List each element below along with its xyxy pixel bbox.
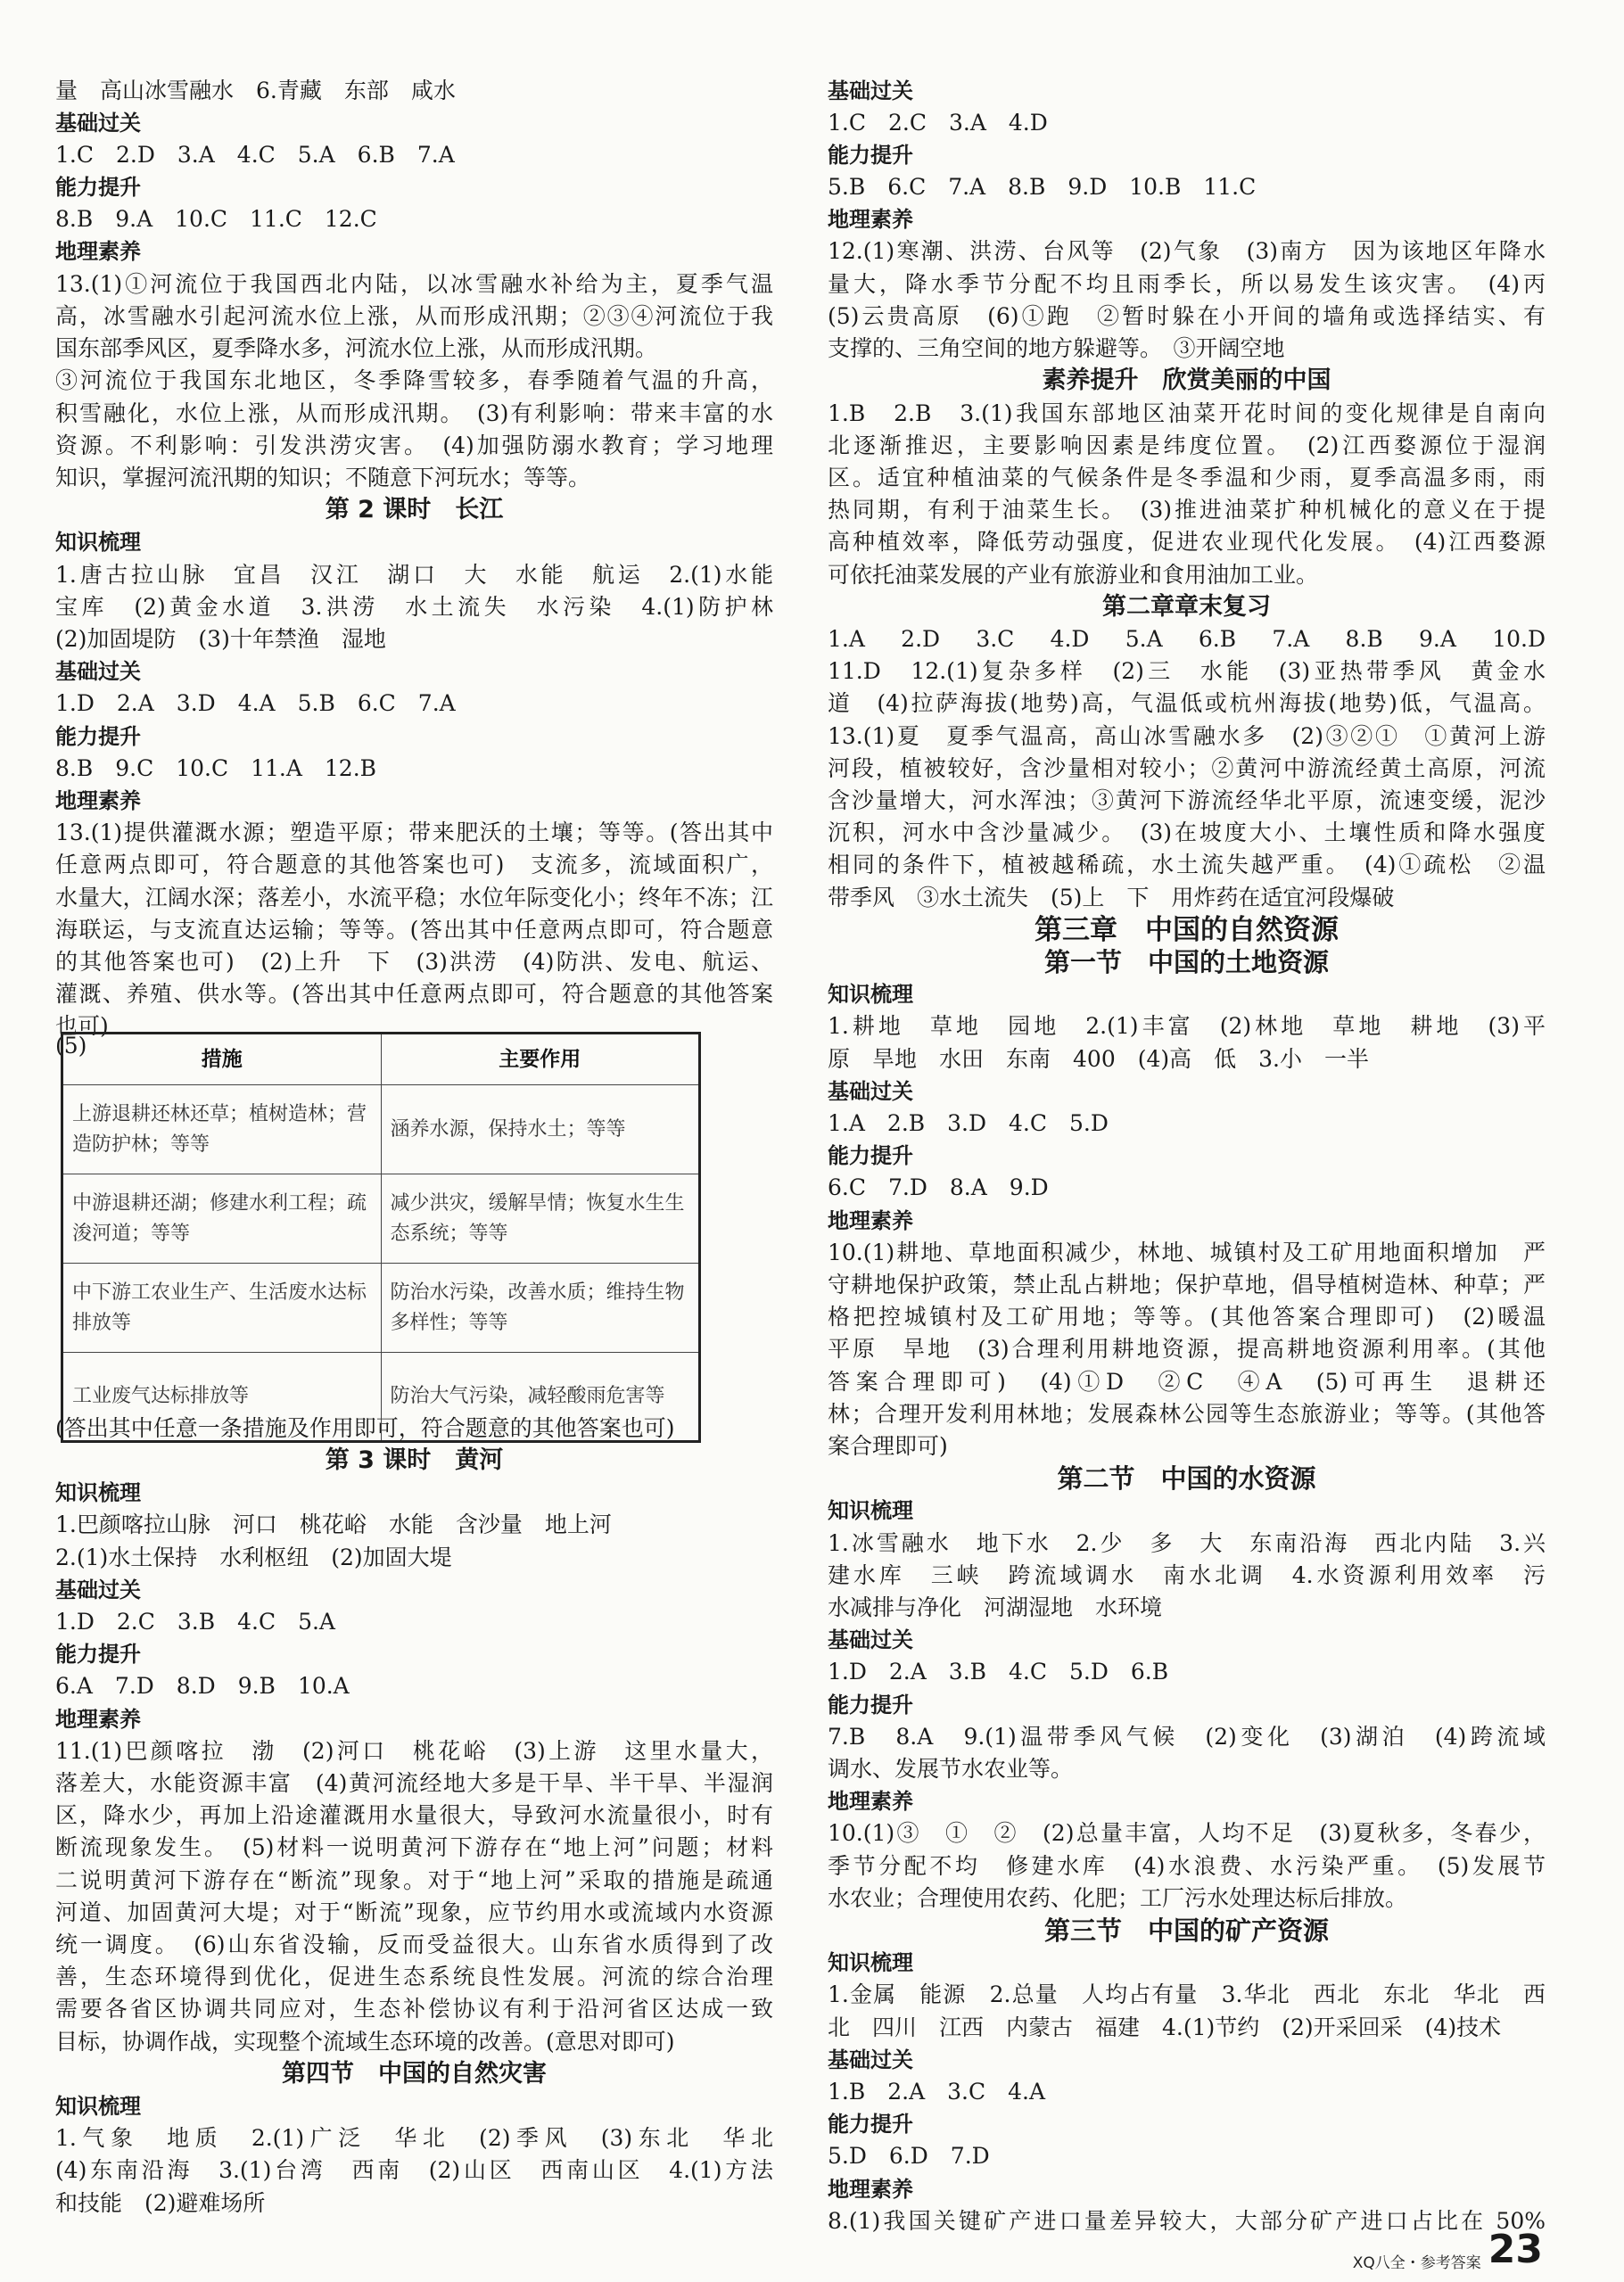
- text-line: 11.(1)巴颜喀拉 渤 (2)河口 桃花峪 (3)上游 这里水量大，: [55, 1738, 773, 1764]
- table-row: [62, 1264, 700, 1353]
- table-cell: 中游退耕还湖；修建水利工程；疏浚河道；等等: [62, 1174, 382, 1264]
- text-line: 含沙量增大，河水浑浊；③黄河下游流经华北平原，流速变缓，泥沙: [828, 787, 1546, 813]
- text-line: 8.B 9.A 10.C 11.C 12.C: [55, 206, 377, 232]
- text-line: 守耕地保护政策，禁止乱占耕地；保护草地，倡导植树造林、种草；严: [828, 1272, 1546, 1298]
- text-line: 1.冰雪融水 地下水 2.少 多 大 东南沿海 西北内陆 3.兴: [828, 1530, 1546, 1556]
- section-heading: 知识梳理: [55, 530, 141, 555]
- table-cell: 涵养水源，保持水土；等等: [381, 1085, 700, 1174]
- text-line: 知识，掌握河流汛期的知识；不随意下河玩水；等等。: [55, 465, 591, 490]
- text-line: 量 高山冰雪融水 6.青藏 东部 咸水: [55, 78, 456, 103]
- section-heading: 知识梳理: [55, 1480, 141, 1505]
- text-line: 季节分配不均 修建水库 (4)水浪费、水污染严重。 (5)发展节: [828, 1853, 1546, 1879]
- text-line: 任意两点即可，符合题意的其他答案也可) 支流多，流域面积广，: [55, 852, 773, 877]
- text-line: 原 旱地 水田 东南 400 (4)高 低 3.小 一半: [828, 1046, 1369, 1072]
- text-line: ③河流位于我国东北地区，冬季降雪较多，春季随着气温的升高，: [55, 367, 773, 393]
- table-header-measure: 措施: [62, 1034, 382, 1085]
- section-heading: 地理素养: [55, 788, 141, 813]
- text-line: 1.C 2.D 3.A 4.C 5.A 6.B 7.A: [55, 142, 455, 168]
- text-line: 带季风 ③水土流失 (5)上 下 用炸药在适宜河段爆破: [828, 885, 1395, 910]
- text-line: 1.巴颜喀拉山脉 河口 桃花峪 水能 含沙量 地上河: [55, 1512, 612, 1537]
- page-footer: [1257, 2228, 1543, 2272]
- text-line: (5)云贵高原 (6)①跑 ②暂时躲在小开间的墙角或选择结实、有: [828, 303, 1546, 329]
- text-line: 答案合理即可) (4)①D ②C ④A (5)可再生 退耕还: [828, 1369, 1546, 1395]
- section-heading: 基础过关: [828, 1079, 913, 1104]
- text-line: 5.D 6.D 7.D: [828, 2143, 990, 2169]
- section-heading: 能力提升: [828, 1693, 913, 1718]
- text-line: (5): [55, 1033, 87, 1059]
- footer-label: XQ八全・参考答案: [1352, 2254, 1481, 2272]
- text-line: 积雪融化，水位上涨，从而形成汛期。 (3)有利影响：带来丰富的水: [55, 400, 773, 426]
- text-line: 水量大，江阔水深；落差小，水流平稳；水位年际变化小；终年不冻；江: [55, 885, 773, 910]
- text-line: 热同期，有利于油菜生长。 (3)推进油菜扩种机械化的意义在于提: [828, 497, 1546, 523]
- text-line: 1.C 2.C 3.A 4.D: [828, 110, 1048, 136]
- text-line: 格把控城镇村及工矿用地；等等。(其他答案合理即可) (2)暖温: [828, 1304, 1546, 1330]
- section-heading: 基础过关: [55, 659, 141, 684]
- section-heading: 地理素养: [828, 2177, 913, 2202]
- table-cell: 工业废气达标排放等: [62, 1353, 382, 1442]
- table-header-row: [62, 1034, 700, 1085]
- text-line: 善，生态环境得到优化，促进生态系统良性发展。河流的综合治理: [55, 1964, 773, 1990]
- text-line: (2)加固堤防 (3)十年禁渔 湿地: [55, 626, 386, 652]
- text-line: 可依托油菜发展的产业有旅游业和食用油加工业。: [828, 562, 1319, 588]
- text-line: 1.D 2.C 3.B 4.C 5.A: [55, 1609, 335, 1635]
- measures-table: [61, 1032, 701, 1443]
- text-line: 1.唐古拉山脉 宜昌 汉江 湖口 大 水能 航运 2.(1)水能: [55, 562, 773, 588]
- section-heading: 地理素养: [828, 1208, 913, 1233]
- section-heading: 基础过关: [828, 78, 913, 103]
- text-line: 北逐渐推迟，主要影响因素是纬度位置。 (2)江西婺源位于湿润: [828, 433, 1546, 458]
- text-line: 道 (4)拉萨海拔(地势)高，气温低或杭州海拔(地势)低，气温高。: [828, 690, 1546, 716]
- text-line: 和技能 (2)避难场所: [55, 2190, 266, 2216]
- section-heading: 地理素养: [55, 239, 141, 264]
- text-line: 1.D 2.A 3.D 4.A 5.B 6.C 7.A: [55, 690, 456, 716]
- lesson-title: 第三节 中国的矿产资源: [1043, 1915, 1329, 1946]
- text-line: 河道、加固黄河大堤；对于“断流”现象，应节约用水或流域内水资源: [55, 1899, 773, 1925]
- text-line: 沉积，河水中含沙量减少。 (3)在坡度大小、土壤性质和降水强度: [828, 820, 1546, 845]
- lesson-title: 第一节 中国的土地资源: [1043, 947, 1329, 977]
- text-line: 6.C 7.D 8.A 9.D: [828, 1174, 1049, 1200]
- lesson-title: 第四节 中国的自然灾害: [282, 2060, 547, 2088]
- text-line: (4)东南沿海 3.(1)台湾 西南 (2)山区 西南山区 4.(1)方法: [55, 2157, 773, 2183]
- text-line: 12.(1)寒潮、洪涝、台风等 (2)气象 (3)南方 因为该地区年降水: [828, 238, 1546, 264]
- text-line: 落差大，水能资源丰富 (4)黄河流经地大多是干旱、半干旱、半湿润: [55, 1770, 773, 1796]
- table-row: [62, 1353, 700, 1442]
- text-line: 8.B 9.C 10.C 11.A 12.B: [55, 755, 377, 781]
- text-line: 河段，植被较好，含沙量相对较小；②黄河中游流经黄土高原，河流: [828, 755, 1546, 781]
- section-heading: 知识梳理: [828, 1950, 913, 1975]
- text-line: 案合理即可): [828, 1433, 948, 1459]
- text-line: 高，冰雪融水引起河流水位上涨，从而形成汛期；②③④河流位于我: [55, 303, 773, 329]
- section-heading: 能力提升: [55, 175, 141, 200]
- text-line: 建水库 三峡 跨流域调水 南水北调 4.水资源利用效率 污: [828, 1562, 1546, 1588]
- section-heading: 基础过关: [55, 1578, 141, 1602]
- text-line: (答出其中任意一条措施及作用即可，符合题意的其他答案也可): [55, 1415, 675, 1441]
- text-line: 水农业；合理使用农药、化肥；工厂污水处理达标后排放。: [828, 1885, 1408, 1911]
- text-line: 区。适宜种植油菜的气候条件是冬季温和少雨，夏季高温多雨，雨: [828, 465, 1546, 490]
- section-heading: 基础过关: [55, 111, 141, 136]
- text-line: 量大，降水季节分配不均且雨季长，所以易发生该灾害。 (4)丙: [828, 271, 1546, 297]
- lesson-title: 第二节 中国的水资源: [1057, 1463, 1316, 1494]
- section-heading: 地理素养: [828, 207, 913, 232]
- text-line: 2.(1)水土保持 水利枢纽 (2)加固大堤: [55, 1545, 452, 1570]
- section-heading: 地理素养: [828, 1789, 913, 1814]
- text-line: 资源。不利影响：引发洪涝灾害。 (4)加强防溺水教育；学习地理: [55, 433, 773, 458]
- text-line: 林；合理开发利用林地；发展森林公园等生态旅游业；等等。(其他答: [828, 1401, 1546, 1427]
- text-line: 6.A 7.D 8.D 9.B 10.A: [55, 1673, 350, 1699]
- text-line: 1.A 2.B 3.D 4.C 5.D: [828, 1110, 1109, 1136]
- text-line: 二说明黄河下游存在“断流”现象。对于“地上河”采取的措施是疏通: [55, 1867, 773, 1893]
- text-line: 的其他答案也可) (2)上升 下 (3)洪涝 (4)防洪、发电、航运、: [55, 949, 773, 975]
- table-cell: 上游退耕还林还草；植树造林；营造防护林；等等: [62, 1085, 382, 1174]
- lesson-title: 第三章 中国的自然资源: [1035, 914, 1339, 946]
- text-line: 13.(1)提供灌溉水源；塑造平原；带来肥沃的土壤；等等。(答出其中: [55, 820, 773, 845]
- text-line: 5.B 6.C 7.A 8.B 9.D 10.B 11.C: [828, 174, 1257, 200]
- section-heading: 能力提升: [828, 143, 913, 168]
- table-cell: 减少洪灾，缓解旱情；恢复水生生态系统；等等: [381, 1174, 700, 1264]
- page-number: 23: [1488, 2227, 1543, 2272]
- text-line: 13.(1)①河流位于我国西北内陆，以冰雪融水补给为主，夏季气温: [55, 271, 773, 297]
- text-line: 平原 旱地 (3)合理利用耕地资源，提高耕地资源利用率。(其他: [828, 1336, 1546, 1362]
- section-heading: 能力提升: [55, 1642, 141, 1667]
- table-header-effect: 主要作用: [381, 1034, 700, 1085]
- lesson-title: 素养提升 欣赏美丽的中国: [1042, 367, 1331, 394]
- text-line: 需要各省区协调共同应对，生态补偿协议有利于沿河省区达成一致: [55, 1996, 773, 2022]
- text-line: 1.耕地 草地 园地 2.(1)丰富 (2)林地 草地 耕地 (3)平: [828, 1013, 1546, 1039]
- text-line: 断流现象发生。 (5)材料一说明黄河下游存在“地上河”问题；材料: [55, 1834, 773, 1860]
- text-line: 8.(1)我国关键矿产进口量差异较大，大部分矿产进口占比在 50%: [828, 2208, 1546, 2234]
- text-line: 7.B 8.A 9.(1)温带季风气候 (2)变化 (3)湖泊 (4)跨流域: [828, 1724, 1546, 1750]
- text-line: 1.B 2.A 3.C 4.A: [828, 2079, 1046, 2105]
- table-cell: 中下游工农业生产、生活废水达标排放等: [62, 1264, 382, 1353]
- text-line: 高种植效率，降低劳动强度，促进农业现代化发展。 (4)江西婺源: [828, 529, 1546, 555]
- section-heading: 知识梳理: [55, 2094, 141, 2119]
- text-line: 宝库 (2)黄金水道 3.洪涝 水土流失 水污染 4.(1)防护林: [55, 594, 773, 620]
- table-cell: 防治水污染，改善水质；维持生物多样性；等等: [381, 1264, 700, 1353]
- text-line: 1.气象 地质 2.(1)广泛 华北 (2)季风 (3)东北 华北: [55, 2125, 773, 2151]
- text-line: 目标，协调作战，实现整个流域生态环境的改善。(意思对即可): [55, 2029, 675, 2055]
- text-line: 10.(1)耕地、草地面积减少，林地、城镇村及工矿用地面积增加 严: [828, 1240, 1546, 1265]
- lesson-title: 第 2 课时 长江: [325, 496, 504, 523]
- text-line: 区，降水少，再加上沿途灌溉用水量很大，导致河水流量很小，时有: [55, 1802, 773, 1828]
- section-heading: 能力提升: [55, 724, 141, 749]
- text-line: 支撑的、三角空间的地方躲避等。 ③开阔空地: [828, 335, 1285, 361]
- text-line: 调水、发展节水农业等。: [828, 1756, 1074, 1782]
- text-line: 水减排与净化 河湖湿地 水环境: [828, 1594, 1163, 1620]
- table-row: [62, 1174, 700, 1264]
- text-line: 13.(1)夏 夏季气温高，高山冰雪融水多 (2)③②① ①黄河上游: [828, 723, 1546, 749]
- text-line: 1.D 2.A 3.B 4.C 5.D 6.B: [828, 1659, 1169, 1685]
- section-heading: 知识梳理: [828, 982, 913, 1007]
- section-heading: 知识梳理: [828, 1498, 913, 1523]
- table-row: [62, 1085, 700, 1174]
- text-line: 10.(1)③ ① ② (2)总量丰富，人均不足 (3)夏秋多，冬春少，: [828, 1820, 1546, 1846]
- section-heading: 能力提升: [828, 2112, 913, 2137]
- section-heading: 地理素养: [55, 1707, 141, 1732]
- text-line: 国东部季风区，夏季降水多，河流水位上涨，从而形成汛期。: [55, 335, 658, 361]
- section-heading: 基础过关: [828, 1627, 913, 1652]
- text-line: 也可): [55, 1013, 109, 1039]
- text-line: 1.A 2.D 3.C 4.D 5.A 6.B 7.A 8.B 9.A 10.D: [828, 626, 1546, 652]
- lesson-title: 第 3 课时 黄河: [325, 1446, 504, 1474]
- text-line: 相同的条件下，植被越稀疏，水土流失越严重。 (4)①疏松 ②温: [828, 852, 1546, 877]
- table-cell: 防治大气污染，减轻酸雨危害等: [381, 1353, 700, 1442]
- section-heading: 基础过关: [828, 2047, 913, 2072]
- section-heading: 能力提升: [828, 1143, 913, 1168]
- text-line: 北 四川 江西 内蒙古 福建 4.(1)节约 (2)开采回采 (4)技术: [828, 2014, 1502, 2040]
- lesson-title: 第二章章末复习: [1102, 593, 1271, 621]
- text-line: 统一调度。 (6)山东省没输，反而受益很大。山东省水质得到了改: [55, 1932, 773, 1957]
- text-line: 1.金属 能源 2.总量 人均占有量 3.华北 西北 东北 华北 西: [828, 1981, 1546, 2007]
- text-line: 海联运，与支流直达运输；等等。(答出其中任意两点即可，符合题意: [55, 917, 773, 943]
- text-line: 11.D 12.(1)复杂多样 (2)三 水能 (3)亚热带季风 黄金水: [828, 658, 1546, 684]
- text-line: 灌溉、养殖、供水等。(答出其中任意两点即可，符合题意的其他答案: [55, 981, 773, 1007]
- text-line: 1.B 2.B 3.(1)我国东部地区油菜开花时间的变化规律是自南向: [828, 400, 1546, 426]
